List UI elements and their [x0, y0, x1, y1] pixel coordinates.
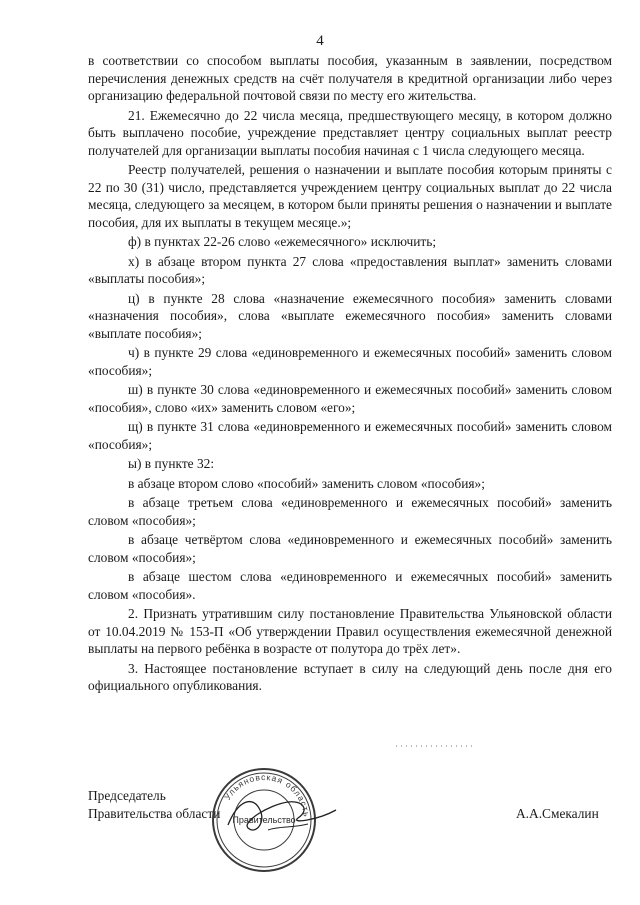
paragraph: щ) в пункте 31 слова «единовременного и ежемесячных пособий» заменить словом «пособия»; [88, 419, 612, 452]
paragraph: ч) в пункте 29 слова «единовременного и ежемесячных пособий» заменить словом «пособия»; [88, 345, 612, 378]
paragraph: 2. Признать утратившим силу постановление Правительства Ульяновской области от 10.04.2019 № 153-П «Об утверждении Правил осуществления ежемесячной денежной выплаты на первого ребёнка в возрасте от полутора до трёх лет». [88, 606, 612, 656]
signature-title-line1: Председатель [88, 788, 166, 803]
paragraph: 21. Ежемесячно до 22 числа месяца, предшествующего месяцу, в котором должно быть выплачено пособие, учреждение представляет центру социальных выплат реестр получателей для организации выплаты пособия начиная с 1 числа следующего месяца. [88, 107, 612, 158]
paragraph: в абзаце втором слово «пособий» заменить словом «пособия»; [128, 475, 485, 491]
page-number: 4 [316, 33, 324, 49]
paragraph: х) в абзаце втором пункта 27 слова «предоставления выплат» заменить словами «выплаты пособия»; [88, 253, 612, 286]
paragraph: в абзаце четвёртом слова «единовременного и ежемесячных пособий» заменить словом «пособия»; [88, 532, 612, 565]
document-body [88, 52, 612, 695]
paragraph: в соответствии со способом выплаты пособия, указанным в заявлении, посредством перечисления денежных средств на счёт получателя в кредитной организации либо через организацию федеральной почтовой связи по месту его жительства. [88, 53, 612, 103]
paragraph: ш) в пункте 30 слова «единовременного и ежемесячных пособий» заменить словом «пособия», слово «их» заменить словом «его»; [88, 382, 612, 415]
paragraph: ф) в пунктах 22-26 слово «ежемесячного» исключить; [128, 234, 437, 249]
paragraph: Реестр получателей, решения о назначении и выплате пособия которым приняты с 22 по 30 (31) число, представляется учреждением центру социальных выплат до 22 числа месяца, следующего за месяцем, в котором были приняты решения о назначении и выплате пособия, для их выплаты в текущем месяце.»; [88, 162, 612, 230]
paragraph: ц) в пункте 28 слова «назначение ежемесячного пособия» заменить словами «назначения пособия», слова «выплате ежемесячного пособия» заменить словами «выплате пособия»; [88, 290, 612, 341]
paragraph: 3. Настоящее постановление вступает в силу на следующий день после дня его официального опубликования. [88, 660, 612, 693]
paragraph: ы) в пункте 32: [128, 456, 215, 471]
paragraph: в абзаце шестом слова «единовременного и ежемесячных пособий» заменить словом «пособия». [88, 569, 612, 602]
handwritten-signature [198, 780, 348, 850]
signatory-name: А.А.Смекалин [516, 806, 599, 821]
seal-ring-text: Ульяновская область [222, 771, 312, 819]
seal-center-text: Правительство [232, 815, 296, 825]
signature-title-line2: Правительства области [88, 805, 221, 821]
dotted-mark [396, 742, 476, 750]
paragraph: в абзаце третьем слова «единовременного и ежемесячных пособий» заменить словом «пособия»; [88, 495, 612, 528]
